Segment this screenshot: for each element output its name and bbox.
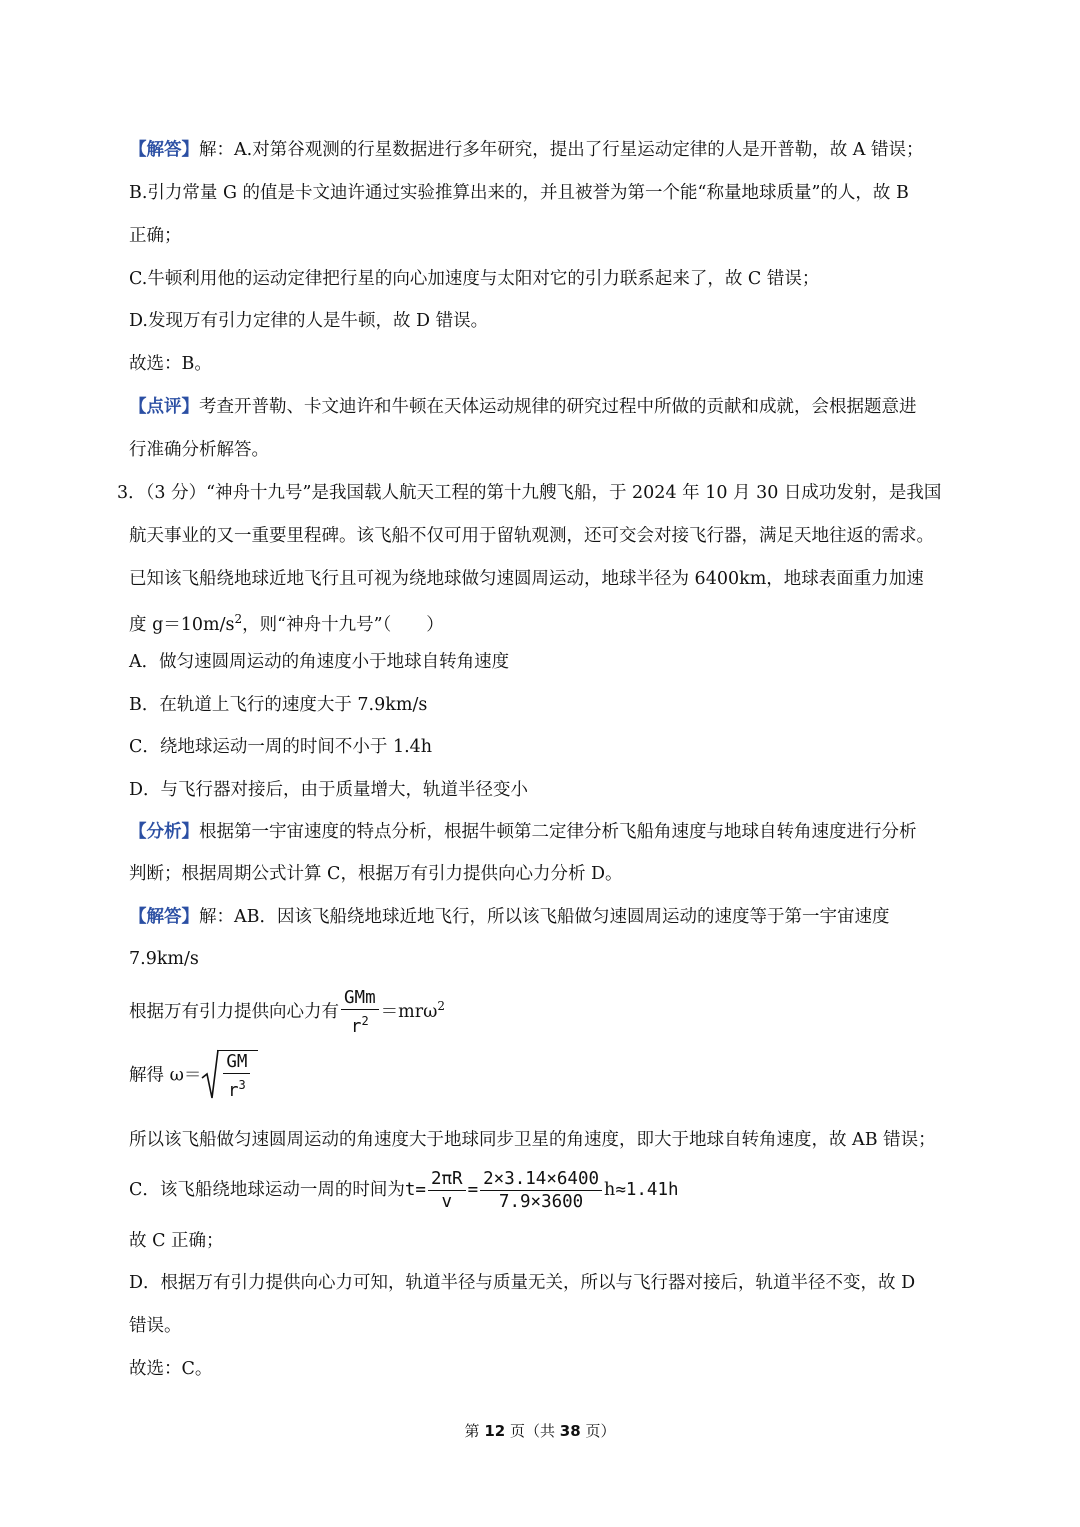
fraction-denominator: 7.9×3600: [498, 1192, 584, 1212]
answer-text: 解：A.对第谷观测的行星数据进行多年研究，提出了行星运动定律的人是开普勒，故 A 错误；: [199, 140, 924, 160]
equation-3-fraction-1: [428, 1168, 466, 1213]
answer-line-1: [129, 138, 923, 162]
answer-line-2: B.引力常量 G 的值是卡文迪许通过实验推算出来的，并且被誉为第一个能“称量地球质量”的人，故 B: [129, 183, 909, 203]
fraction-denominator: v: [441, 1192, 453, 1212]
superscript: 2: [234, 612, 243, 626]
answer-line-4: C.牛顿利用他的运动定律把行星的向心加速度与太阳对它的引力联系起来了，故 C 错误；: [129, 269, 820, 289]
fraction-numerator: 2πR: [428, 1168, 466, 1191]
question-3-line-4: [129, 607, 444, 637]
equation-1-fraction: [341, 987, 379, 1038]
fraction-numerator: GMm: [341, 987, 379, 1010]
comment-line-1: [129, 395, 917, 419]
equation-3-prefix: C．该飞船绕地球运动一周的时间为: [129, 1180, 405, 1200]
equation-3-result: ≈1.41h: [615, 1180, 679, 1200]
analysis-text: 根据第一宇宙速度的特点分析，根据牛顿第二定律分析飞船角速度与地球自转角速度进行分析: [199, 822, 917, 842]
answer-choice-line: 故选：B。: [129, 354, 212, 374]
solution-line-2: 7.9km/s: [129, 949, 199, 969]
equation-2-fraction: [223, 1051, 250, 1102]
sqrt-expression: [201, 1050, 258, 1102]
superscript: 3: [238, 1078, 246, 1092]
comment-line-2: 行准确分析解答。: [129, 440, 269, 460]
answer-line-3: 正确；: [129, 226, 182, 246]
equation-2-prefix: 解得 ω＝: [129, 1065, 202, 1086]
unit-h: h: [604, 1180, 616, 1200]
option-d: D．与飞行器对接后，由于质量增大，轨道半径变小: [129, 780, 529, 800]
solution-line-7: 故 C 正确；: [129, 1231, 224, 1251]
equals-sign: =: [467, 1180, 479, 1200]
equation-3-fraction-2: [480, 1168, 602, 1213]
footer-suffix: 页）: [585, 1422, 616, 1440]
equation-2: [129, 1050, 258, 1102]
fraction-denominator: r: [227, 1081, 239, 1101]
option-b: B．在轨道上飞行的速度大于 7.9km/s: [129, 695, 428, 715]
fraction-numerator: 2×3.14×6400: [480, 1168, 602, 1191]
page-number: 12: [484, 1422, 506, 1440]
equation-1-rhs: ＝mrω: [380, 1002, 438, 1022]
question-stem: （3 分）“神舟十九号”是我国载人航天工程的第十九艘飞船，于 2024 年 10 月 30 日成功发射，是我国: [145, 483, 942, 503]
solution-line-1: [129, 905, 890, 929]
option-a: A．做匀速圆周运动的角速度小于地球自转角速度: [129, 652, 510, 672]
analysis-tag: 【分析】: [129, 822, 199, 842]
fraction-numerator: GM: [223, 1051, 250, 1074]
solution-choice-line: 故选：C。: [129, 1359, 213, 1379]
question-3-line-1: [117, 481, 941, 505]
solution-tag: 【解答】: [129, 907, 199, 927]
superscript: 2: [361, 1014, 369, 1028]
analysis-line-1: [129, 820, 917, 844]
comment-tag: 【点评】: [129, 397, 199, 417]
question-3-line-3: 已知该飞船绕地球近地飞行且可视为绕地球做匀速圆周运动，地球半径为 6400km，地球表面重力加速: [129, 569, 924, 589]
solution-line-8: D．根据万有引力提供向心力可知，轨道半径与质量无关，所以与飞行器对接后，轨道半径不变，故 D: [129, 1273, 916, 1293]
equation-1: [129, 987, 445, 1038]
solution-line-5: 所以该飞船做匀速圆周运动的角速度大于地球同步卫星的角速度，即大于地球自转角速度，故 AB 错误；: [129, 1130, 936, 1150]
equation-3: [129, 1168, 679, 1213]
answer-tag: 【解答】: [129, 140, 199, 160]
total-pages: 38: [559, 1422, 581, 1440]
fraction-denominator: r: [350, 1017, 362, 1037]
equation-3-t: t=: [404, 1180, 426, 1200]
solution-text: 解：AB．因该飞船绕地球近地飞行，所以该飞船做匀速圆周运动的速度等于第一宇宙速度: [199, 907, 890, 927]
superscript: 2: [437, 999, 445, 1013]
footer-prefix: 第: [464, 1422, 480, 1440]
option-c: C．绕地球运动一周的时间不小于 1.4h: [129, 737, 433, 757]
radical-sign-icon: [201, 1048, 219, 1100]
question-number: 3．: [117, 483, 146, 503]
equation-1-prefix: 根据万有引力提供向心力有: [129, 1002, 339, 1022]
footer-middle: 页（共: [509, 1422, 555, 1440]
question-tail: ，则“神舟十九号”（ ）: [242, 615, 444, 635]
page-footer: [0, 1420, 1080, 1441]
analysis-line-2: 判断；根据周期公式计算 C，根据万有引力提供向心力分析 D。: [129, 864, 623, 884]
question-3-line-2: 航天事业的又一重要里程碑。该飞船不仅可用于留轨观测，还可交会对接飞行器，满足天地往返的需求。: [129, 526, 934, 546]
solution-line-9: 错误。: [129, 1316, 182, 1336]
comment-text: 考查开普勒、卡文迪许和牛顿在天体运动规律的研究过程中所做的贡献和成就，会根据题意进: [199, 397, 917, 417]
answer-line-5: D.发现万有引力定律的人是牛顿，故 D 错误。: [129, 311, 489, 331]
gravity-text: 度 g＝10m/s: [129, 615, 235, 635]
